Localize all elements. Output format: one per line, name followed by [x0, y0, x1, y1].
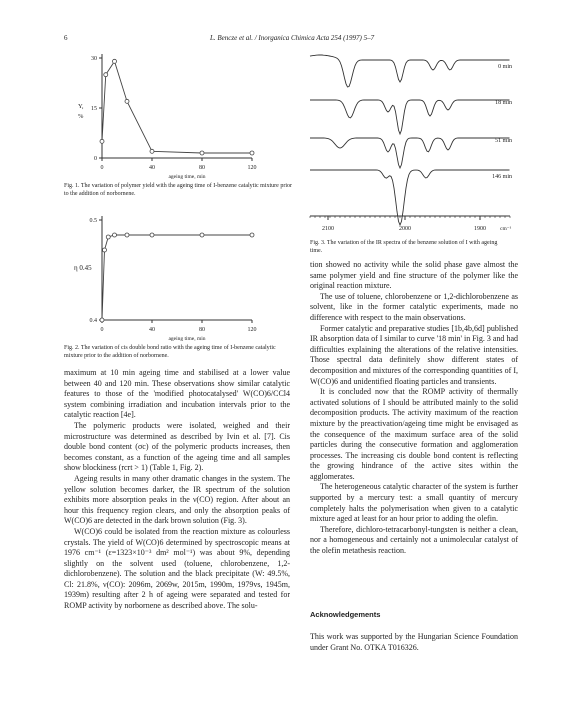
series-label: 18 min — [495, 100, 512, 106]
figure-2-chart — [60, 208, 295, 348]
y-tick-label: 15 — [91, 106, 97, 112]
right-paragraph-6: Therefore, dichloro-tetracarbonyl-tungsten is neither a clean, nor a homogeneous and certainly not a unimolecular catalyst of the olefin metathesis reaction. — [310, 524, 518, 556]
data-point — [250, 151, 254, 155]
data-point — [250, 233, 254, 237]
data-point — [125, 99, 129, 103]
series-label: 0 min — [498, 64, 512, 70]
series-line — [102, 235, 252, 320]
figure-2-caption: Fig. 2. The variation of cis double bond ratio with the ageing time of I-benzene catalytic mixture prior to the addition of norbornene. — [64, 345, 276, 359]
data-point — [125, 233, 129, 237]
data-point — [103, 248, 107, 252]
y-axis-label-unit: % — [78, 113, 84, 120]
x-tick-label: 1900 — [474, 226, 486, 232]
y-tick-label: 0.4 — [89, 318, 97, 324]
data-point — [100, 139, 104, 143]
x-tick-label: 120 — [247, 327, 257, 333]
data-point — [113, 59, 117, 63]
spectrum-trace — [310, 138, 510, 168]
data-point — [104, 73, 108, 77]
data-point — [200, 151, 204, 155]
data-point — [106, 235, 110, 239]
spectrum-trace — [310, 100, 510, 134]
y-axis-label: Y, — [78, 103, 84, 110]
right-paragraph-2: The use of toluene, chlorobenzene or 1,2-dichlorobenzene as solvent, like in the former catalytic experiments, made no difference with respect to the main observations. — [310, 291, 518, 322]
running-title: L. Bencze et al. / Inorganica Chimica Acta 254 (1997) 5–7 — [210, 34, 375, 42]
x-tick-label: 40 — [149, 327, 155, 333]
figure-1-caption: Fig. 1. The variation of polymer yield with the ageing time of I-benzene catalytic mixture prior to the addition of norbornene. — [64, 183, 292, 197]
x-tick-label: 0 — [100, 165, 104, 171]
data-point — [150, 149, 154, 153]
y-axis-label: η 0.45 — [74, 264, 92, 272]
series-label: 51 min — [495, 138, 512, 144]
x-tick-label: 80 — [199, 165, 205, 171]
x-tick-label: 80 — [199, 327, 205, 333]
spectrum-trace — [310, 55, 510, 87]
right-paragraph-1: tion showed no activity while the solid phase gave almost the same polymer yield and fine structure of the polymer like the original reaction mixture. — [310, 260, 518, 291]
left-paragraph-2: The polymeric products were isolated, weighed and their microstructure was determined as described by Ivin et al. [7]. Cis double bond content (σc) of the polymeric products increases, then becomes constant, as a function of the ageing time and all samples show blockiness (rcrt > 1) (Table 1, Fig. 2). — [64, 420, 290, 473]
y-tick-label: 0.5 — [89, 218, 97, 224]
left-column-text — [64, 368, 290, 612]
x-tick-label: 2100 — [322, 226, 334, 232]
x-tick-label: 40 — [149, 165, 155, 171]
right-paragraph-3: Former catalytic and preparative studies [1b,4b,6d] published IR absorption data of I similar to curve '18 min' in Fig. 3 and had difficulties explaining the alterations of the relative intensities. Those spectral data definitely show different states of decomposition and mixtures of the corresponding quantities of I, W(CO)6 and unidentified floating particles and transients. — [310, 323, 518, 386]
x-axis-label: ageing time, min — [168, 336, 206, 342]
acknowledgements-heading: Acknowledgements — [310, 610, 381, 619]
left-paragraph-1: maximum at 10 min ageing time and stabilised at a lower value between 40 and 120 min. These observations show similar catalytic features to those of the 'modified photocatalysed' W(CO)6/CCl4 system combining irradiation and incubation intervals prior to the catalytic reaction [4e]. — [64, 368, 290, 420]
right-paragraph-4: It is concluded now that the ROMP activity of thermally activated solutions of I should be attributed mainly to the solid decomposition products. The activity maximum of the reaction mixture by the preactivation/ageing time might be envisaged as the consequence of the maximum surface area of the solid particles during the consecutive formation and agglomeration processes. The increasing cis double bond content is reflecting the growing hindrance of the active sites within the agglomerates. — [310, 387, 518, 481]
series-line — [102, 61, 252, 153]
left-paragraph-3: Ageing results in many other dramatic changes in the system. The yellow solution becomes darker, the IR spectrum of the solution exhibits more absorption peaks in the ν(CO) region. After about an hour this frequency region clears, and only the absorption peaks of W(CO)6 are detected in the dark brown solution (Fig. 3). — [64, 473, 290, 526]
page-number: 6 — [64, 34, 68, 42]
right-column-text — [310, 260, 518, 557]
acknowledgements-text: This work was supported by the Hungarian Science Foundation under Grant No. OTKA T016326. — [310, 632, 518, 652]
figure-3-chart — [300, 46, 525, 241]
figure-1-chart — [60, 46, 295, 186]
figure-3-caption: Fig. 3. The variation of the IR spectra of the benzene solution of I with ageing time. — [310, 240, 498, 254]
right-paragraph-5: The heterogeneous catalytic character of the system is further supported by a mercury test: a small quantity of mercury completely halts the polymerisation when given to a catalytic mixture aged at least for an hour prior to adding the olefin. — [310, 482, 518, 524]
x-tick-label: 2000 — [399, 226, 411, 232]
x-tick-label: 120 — [247, 165, 257, 171]
left-paragraph-4: W(CO)6 could be isolated from the reaction mixture as colourless crystals. The yield of W(CO)6 determined by spectroscopic means at 1976 cm⁻¹ (ε=1323×10⁻³ dm² mol⁻¹) was about 9%, depending slightly on the solvent used (toluene, chlorobenzene, 1,2-dichlorobenzene). The solution and the black precipitate (W: 49.5%, Cl: 21.8%, ν(CO): 2096m, 2069w, 2015m, 1990m, 1979vs, 1945m, 1939m) resulting after 2 h of ageing were separated and tested for ROMP activity by norbornene as described above. The solu- — [64, 526, 290, 611]
data-point — [113, 233, 117, 237]
y-tick-label: 30 — [91, 56, 97, 62]
series-label: 146 min — [492, 174, 512, 180]
data-point — [150, 233, 154, 237]
x-tick-label: 0 — [100, 327, 104, 333]
x-axis-unit: cm⁻¹ — [500, 226, 512, 232]
y-tick-label: 0 — [94, 156, 97, 162]
data-point — [100, 318, 104, 322]
x-axis-label: ageing time, min — [168, 174, 206, 180]
data-point — [200, 233, 204, 237]
